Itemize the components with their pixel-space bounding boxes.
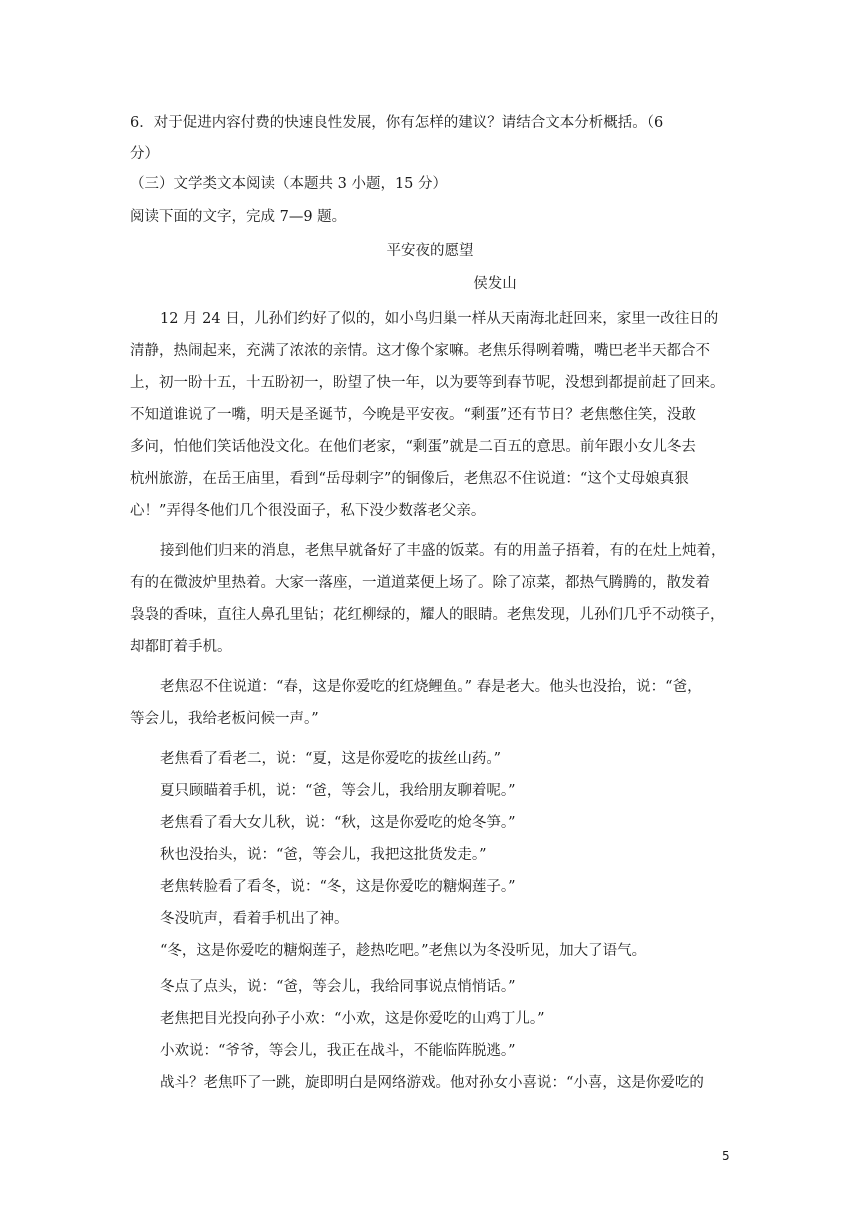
- story-line: 冬点了点头，说：“爸，等会儿，我给同事说点悄悄话。”: [160, 979, 516, 995]
- story-line: 多问，怕他们笑话他没文化。在他们老家，“剩蛋”就是二百五的意思。前年跟小女儿冬去: [130, 439, 696, 455]
- section-heading: （三）文学类文本阅读（本题共 3 小题，15 分）: [130, 176, 448, 192]
- question-6-line-2: 分）: [130, 146, 159, 162]
- story-line: 心！”弄得冬他们几个很没面子，私下没少数落老父亲。: [130, 503, 486, 519]
- story-line: 冬没吭声，看着手机出了神。: [160, 911, 349, 927]
- story-title: 平安夜的愿望: [386, 243, 474, 259]
- story-line: 老焦看了看大女儿秋，说：“秋，这是你爱吃的炝冬笋。”: [160, 815, 516, 831]
- page-number: 5: [722, 1149, 730, 1163]
- story-line: 上，初一盼十五，十五盼初一，盼望了快一年，以为要等到春节呢，没想到都提前赶了回来。: [130, 375, 725, 391]
- story-line: 杭州旅游，在岳王庙里，看到“岳母刺字”的铜像后，老焦忍不住说道：“这个丈母娘真狠: [130, 471, 689, 487]
- story-line: 接到他们归来的消息，老焦早就备好了丰盛的饭菜。有的用盖子捂着，有的在灶上炖着，: [160, 543, 726, 559]
- question-6-line-1: 6．对于促进内容付费的快速良性发展，你有怎样的建议？请结合文本分析概括。（6: [130, 115, 664, 131]
- story-author: 侯发山: [473, 276, 517, 292]
- story-line: 却都盯着手机。: [130, 639, 232, 655]
- story-line: 12 月 24 日，儿孙们约好了似的，如小鸟归巢一样从天南海北赶回来，家里一改往日的: [160, 311, 719, 327]
- story-line: 战斗？老焦吓了一跳，旋即明白是网络游戏。他对孙女小喜说：“小喜，这是你爱吃的: [160, 1075, 704, 1091]
- story-line: 夏只顾瞄着手机，说：“爸，等会儿，我给朋友聊着呢。”: [160, 783, 516, 799]
- story-line: 秋也没抬头，说：“爸，等会儿，我把这批货发走。”: [160, 847, 487, 863]
- story-line: 清静，热闹起来，充满了浓浓的亲情。这才像个家嘛。老焦乐得咧着嘴，嘴巴老半天都合不: [130, 343, 710, 359]
- story-line: 有的在微波炉里热着。大家一落座，一道道菜便上场了。除了凉菜，都热气腾腾的，散发着: [130, 575, 710, 591]
- story-line: 小欢说：“爷爷，等会儿，我正在战斗，不能临阵脱逃。”: [160, 1043, 516, 1059]
- story-line: 老焦看了看老二，说：“夏，这是你爱吃的拔丝山药。”: [160, 751, 502, 767]
- story-line: “冬，这是你爱吃的糖焖莲子，趁热吃吧。”老焦以为冬没听见，加大了语气。: [160, 943, 647, 959]
- reading-instruction: 阅读下面的文字，完成 7—9 题。: [130, 209, 347, 225]
- story-line: 老焦转脸看了看冬，说：“冬，这是你爱吃的糖焖莲子。”: [160, 879, 516, 895]
- story-line: 袅袅的香味，直往人鼻孔里钻；花红柳绿的，耀人的眼睛。老焦发现，儿孙们几乎不动筷子，: [130, 607, 725, 623]
- story-line: 老焦把目光投向孙子小欢：“小欢，这是你爱吃的山鸡丁儿。”: [160, 1011, 545, 1027]
- story-line: 等会儿，我给老板问候一声。”: [130, 711, 319, 727]
- story-line: 老焦忍不住说道：“春，这是你爱吃的红烧鲤鱼。” 春是老大。他头也没抬，说：“爸，: [160, 679, 702, 695]
- story-line: 不知道谁说了一嘴，明天是圣诞节，今晚是平安夜。“剩蛋”还有节日？老焦憋住笑，没敢: [130, 407, 696, 423]
